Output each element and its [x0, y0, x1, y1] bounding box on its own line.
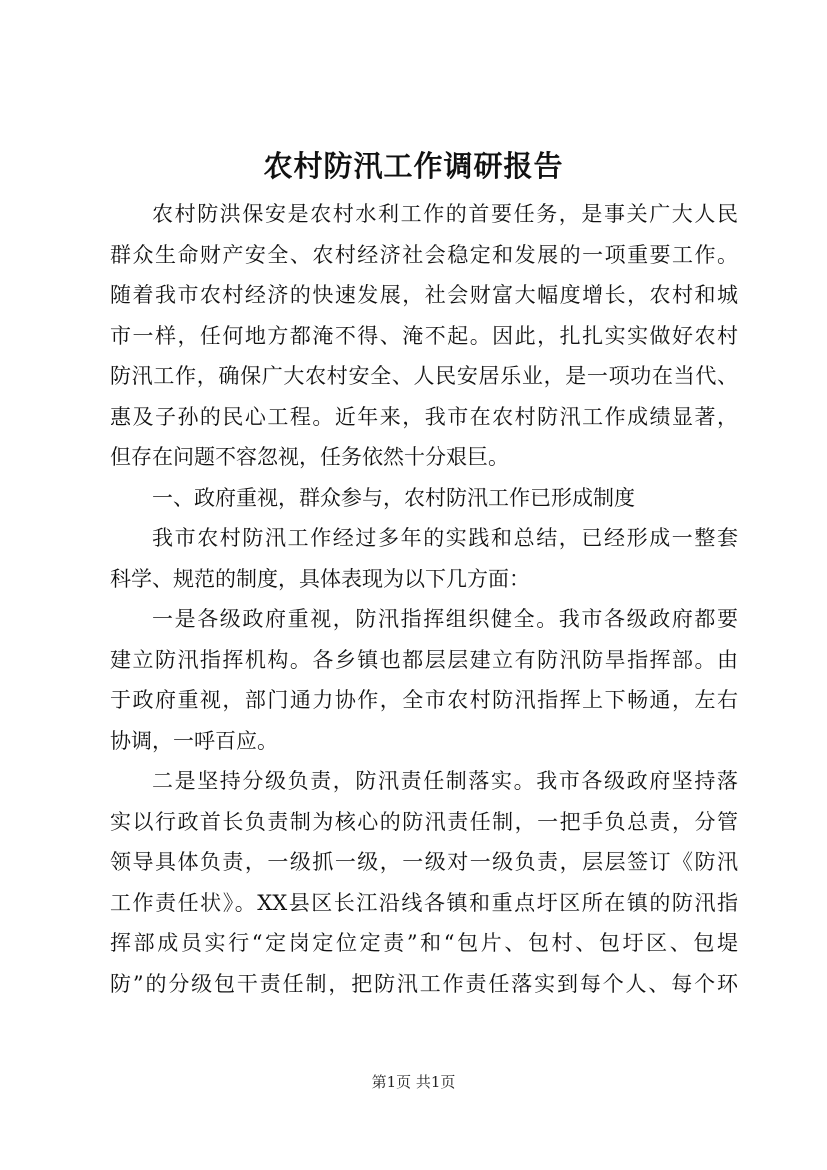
paragraph-line: 科学、规范的制度，具体表现为以下几方面：: [110, 566, 530, 591]
paragraph-line: 随着我市农村经济的快速发展，社会财富大幅度增长，农村和城: [110, 283, 738, 307]
paragraph-line: 一、政府重视，群众参与，农村防汛工作已形成制度: [152, 485, 635, 510]
paragraph-line: 市一样，任何地方都淹不得、淹不起。因此，扎扎实实做好农村: [110, 323, 738, 348]
paragraph-line: 挥部成员实行“定岗定位定责”和“包片、包村、包圩区、包堤: [110, 931, 738, 955]
paragraph-line: 二是坚持分级负责，防汛责任制落实。我市各级政府坚持落: [152, 769, 738, 793]
paragraph-line: 协调，一呼百应。: [110, 728, 278, 753]
paragraph-line: 实以行政首长负责制为核心的防汛责任制，一把手负总责，分管: [110, 809, 738, 834]
document-body: [110, 194, 738, 1004]
document-title: 农村防汛工作调研报告: [263, 149, 564, 183]
paragraph-line: 建立防汛指挥机构。各乡镇也都层层建立有防汛防旱指挥部。由: [110, 647, 738, 672]
paragraph-line: 惠及子孙的民心工程。近年来，我市在农村防汛工作成绩显著，: [110, 404, 738, 429]
paragraph-line: 农村防洪保安是农村水利工作的首要任务，是事关广大人民: [152, 202, 738, 226]
paragraph-line: 防”的分级包干责任制，把防汛工作责任落实到每个人、每个环: [110, 971, 738, 996]
paragraph-line: 领导具体负责，一级抓一级，一级对一级负责，层层签订《防汛: [110, 850, 738, 874]
paragraph-line: 我市农村防汛工作经过多年的实践和总结，已经形成一整套: [152, 526, 738, 550]
paragraph-line: 工作责任状》。XX县区长江沿线各镇和重点圩区所在镇的防汛指: [110, 890, 738, 915]
paragraph-line: 防汛工作，确保广大农村安全、人民安居乐业，是一项功在当代、: [110, 364, 738, 388]
paragraph-line: 一是各级政府重视，防汛指挥组织健全。我市各级政府都要: [152, 607, 738, 631]
paragraph-line: 群众生命财产安全、农村经济社会稳定和发展的一项重要工作。: [110, 242, 738, 267]
page-footer: 第1页 共1页: [371, 1073, 456, 1091]
paragraph-line: 于政府重视，部门通力协作，全市农村防汛指挥上下畅通，左右: [110, 688, 738, 712]
paragraph-line: 但存在问题不容忽视，任务依然十分艰巨。: [110, 445, 509, 469]
